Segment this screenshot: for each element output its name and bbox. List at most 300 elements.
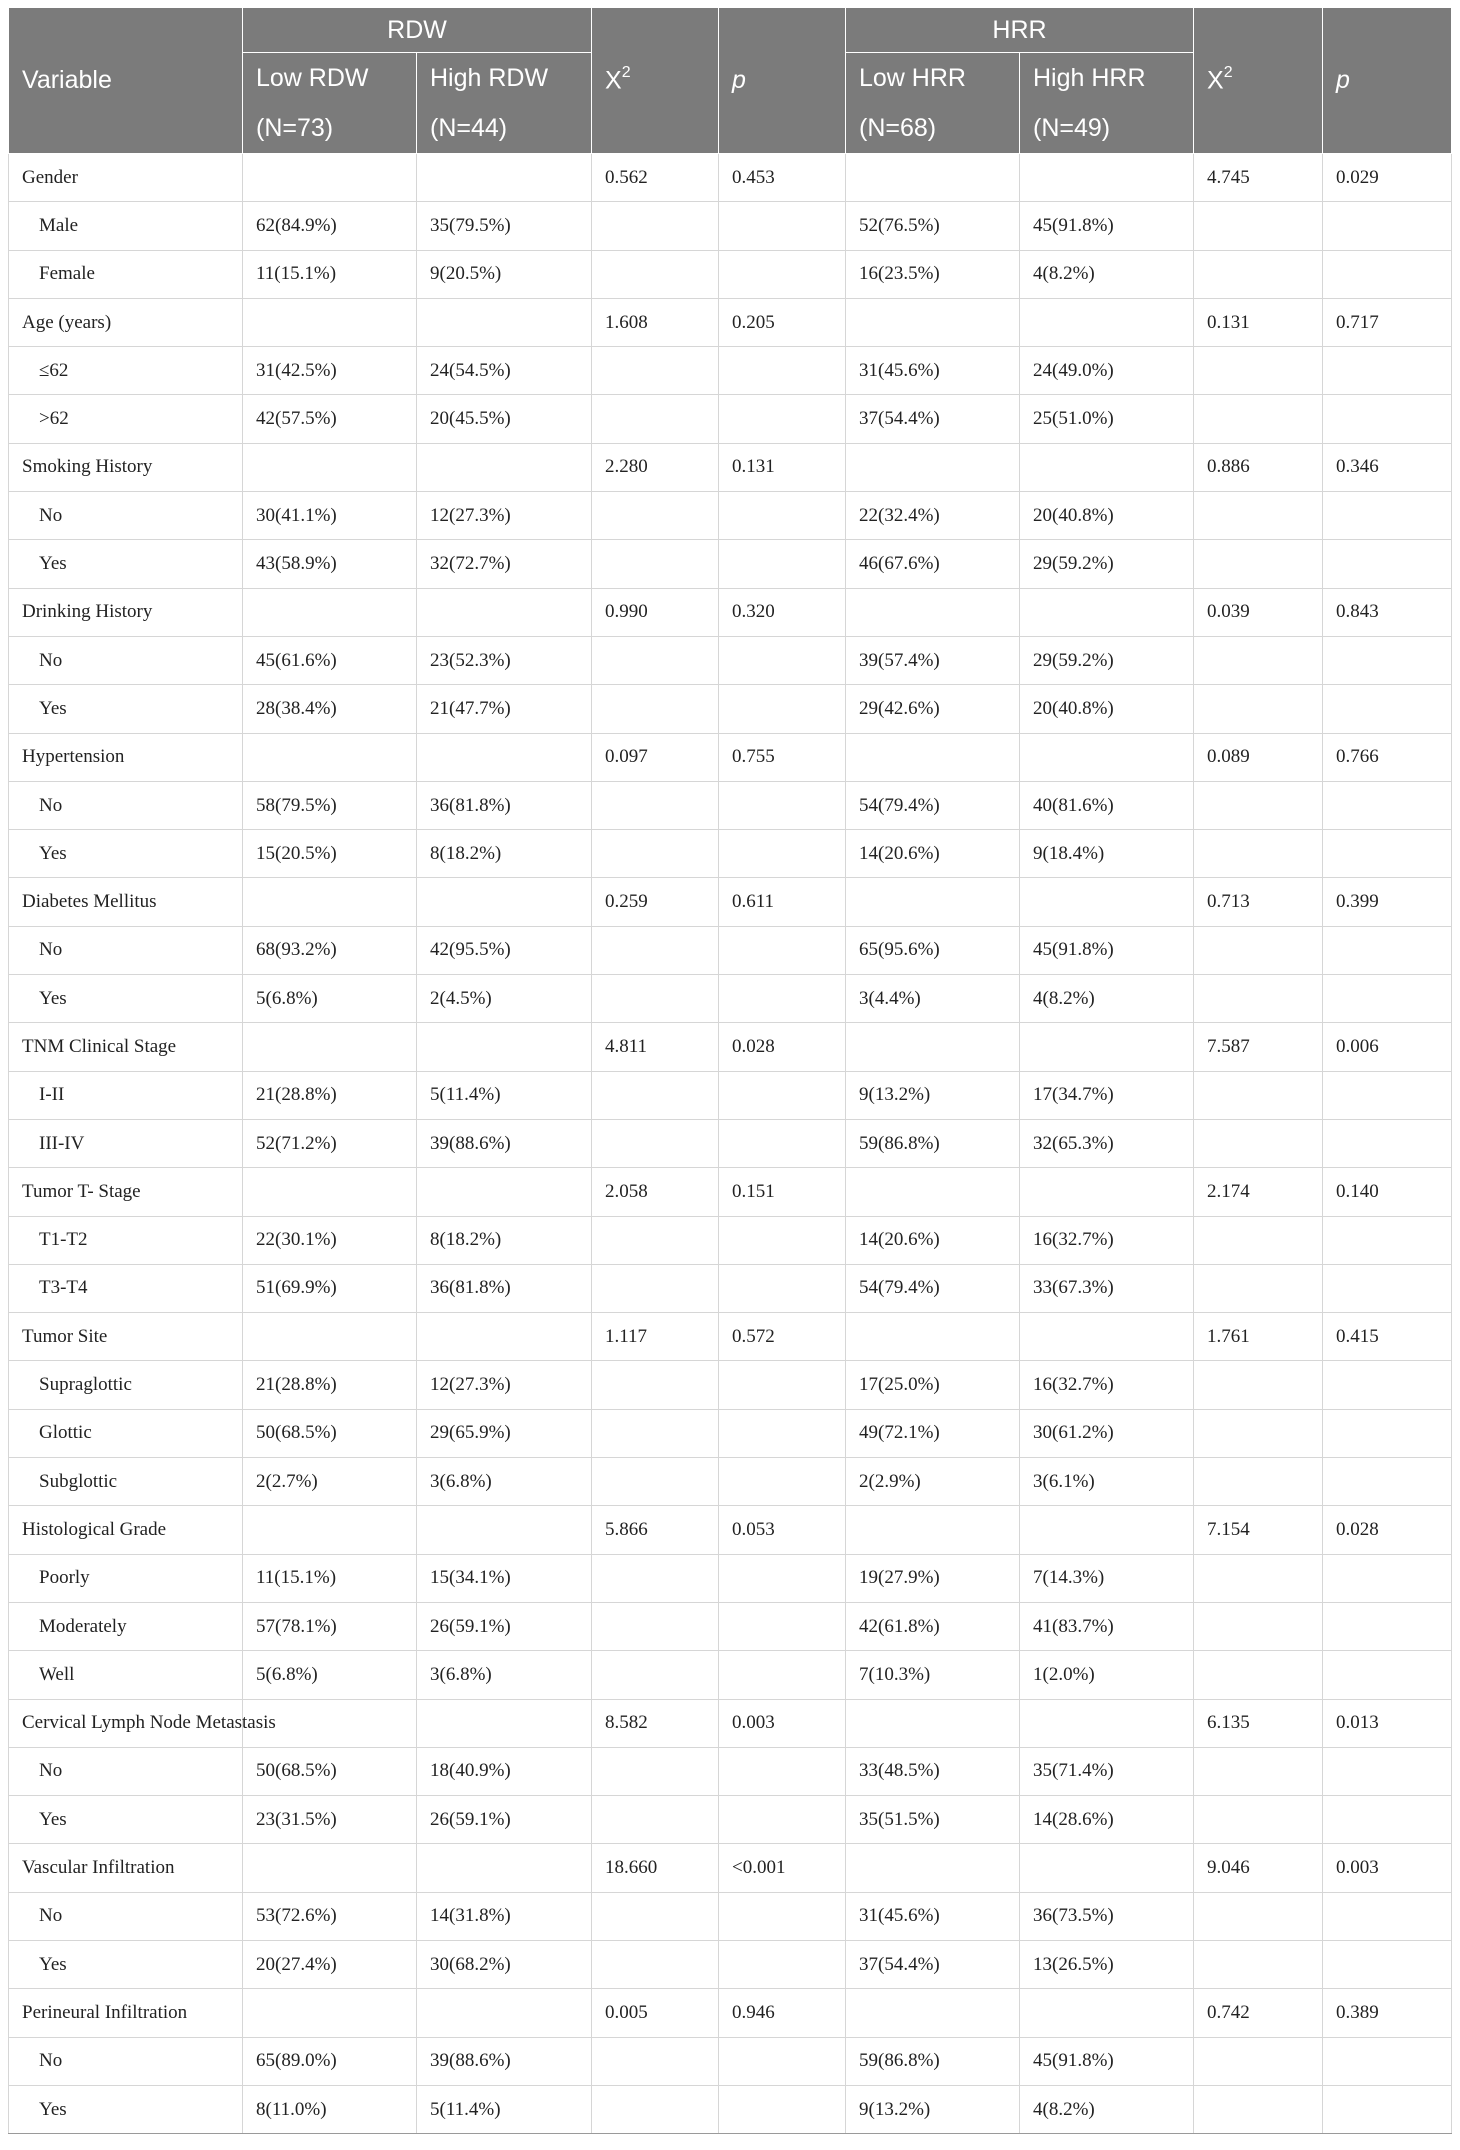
table-row xyxy=(9,1699,1452,1747)
low-hrr-cell xyxy=(846,878,1020,926)
low-rdw-cell: 45(61.6%) xyxy=(243,636,417,684)
table-subrow xyxy=(9,2085,1452,2133)
high-hrr-cell: 16(32.7%) xyxy=(1020,1361,1194,1409)
high-hrr-cell: 33(67.3%) xyxy=(1020,1264,1194,1312)
low-rdw-cell xyxy=(243,1023,417,1071)
hrr-p-cell: 0.029 xyxy=(1323,154,1452,202)
rdw-chi-square-cell xyxy=(592,2085,719,2133)
rdw-p-cell xyxy=(719,250,846,298)
variable-cell: Age (years) xyxy=(9,298,243,346)
hrr-chi-square-cell: 0.713 xyxy=(1194,878,1323,926)
variable-cell: T1-T2 xyxy=(9,1216,243,1264)
low-hrr-cell: 9(13.2%) xyxy=(846,2085,1020,2133)
rdw-p-cell xyxy=(719,395,846,443)
variable-cell: Vascular Infiltration xyxy=(9,1844,243,1892)
low-hrr-cell xyxy=(846,1844,1020,1892)
rdw-chi-square-cell xyxy=(592,1554,719,1602)
low-rdw-cell: 8(11.0%) xyxy=(243,2085,417,2133)
low-hrr-cell xyxy=(846,1506,1020,1554)
table-subrow xyxy=(9,250,1452,298)
rdw-chi-square-cell xyxy=(592,781,719,829)
low-hrr-cell xyxy=(846,298,1020,346)
rdw-p-cell: 0.151 xyxy=(719,1168,846,1216)
rdw-p-cell: 0.611 xyxy=(719,878,846,926)
high-rdw-cell: 35(79.5%) xyxy=(417,202,592,250)
hrr-chi-square-cell xyxy=(1194,1216,1323,1264)
rdw-p-cell xyxy=(719,1940,846,1988)
low-hrr-cell: 14(20.6%) xyxy=(846,830,1020,878)
hrr-chi-square-cell: 7.587 xyxy=(1194,1023,1323,1071)
high-hrr-cell: 25(51.0%) xyxy=(1020,395,1194,443)
variable-cell: ≤62 xyxy=(9,347,243,395)
rdw-chi-square-cell xyxy=(592,685,719,733)
hrr-chi-square-cell xyxy=(1194,1361,1323,1409)
low-rdw-cell: 57(78.1%) xyxy=(243,1602,417,1650)
low-rdw-cell: 21(28.8%) xyxy=(243,1071,417,1119)
rdw-chi-square-cell xyxy=(592,1747,719,1795)
table-subrow xyxy=(9,1458,1452,1506)
variable-cell: Yes xyxy=(9,685,243,733)
high-hrr-cell: 3(6.1%) xyxy=(1020,1458,1194,1506)
high-rdw-cell xyxy=(417,1699,592,1747)
high-rdw-cell: 8(18.2%) xyxy=(417,830,592,878)
table-row xyxy=(9,1313,1452,1361)
rdw-p-cell: 0.131 xyxy=(719,443,846,491)
hrr-p-cell: 0.028 xyxy=(1323,1506,1452,1554)
hrr-chi-square-cell xyxy=(1194,1409,1323,1457)
low-rdw-cell: 28(38.4%) xyxy=(243,685,417,733)
hrr-p-cell: 0.006 xyxy=(1323,1023,1452,1071)
hrr-p-cell xyxy=(1323,1554,1452,1602)
hrr-chi-square-cell xyxy=(1194,1458,1323,1506)
high-hrr-cell xyxy=(1020,1168,1194,1216)
low-hrr-cell xyxy=(846,1168,1020,1216)
hrr-p-cell xyxy=(1323,1119,1452,1167)
low-hrr-cell xyxy=(846,1023,1020,1071)
variable-cell: No xyxy=(9,636,243,684)
low-hrr-cell: 16(23.5%) xyxy=(846,250,1020,298)
table-row xyxy=(9,298,1452,346)
rdw-chi-square-cell: 0.097 xyxy=(592,733,719,781)
low-hrr-cell xyxy=(846,154,1020,202)
high-rdw-cell xyxy=(417,154,592,202)
variable-cell: Yes xyxy=(9,975,243,1023)
low-rdw-cell: 22(30.1%) xyxy=(243,1216,417,1264)
rdw-p-cell: 0.028 xyxy=(719,1023,846,1071)
low-rdw-cell xyxy=(243,298,417,346)
variable-cell: Perineural Infiltration xyxy=(9,1989,243,2037)
high-hrr-cell: 30(61.2%) xyxy=(1020,1409,1194,1457)
high-hrr-cell: 4(8.2%) xyxy=(1020,975,1194,1023)
variable-cell: Poorly xyxy=(9,1554,243,1602)
high-hrr-cell xyxy=(1020,878,1194,926)
low-rdw-cell: 2(2.7%) xyxy=(243,1458,417,1506)
table-subrow xyxy=(9,975,1452,1023)
variable-cell: >62 xyxy=(9,395,243,443)
low-hrr-cell: 33(48.5%) xyxy=(846,1747,1020,1795)
rdw-p-cell xyxy=(719,540,846,588)
high-hrr-cell: 9(18.4%) xyxy=(1020,830,1194,878)
rdw-chi-square-cell: 2.280 xyxy=(592,443,719,491)
low-hrr-cell: 37(54.4%) xyxy=(846,395,1020,443)
high-rdw-cell xyxy=(417,443,592,491)
hrr-p-cell: 0.003 xyxy=(1323,1844,1452,1892)
table-subrow xyxy=(9,347,1452,395)
variable-cell: No xyxy=(9,781,243,829)
rdw-chi-square-cell xyxy=(592,1651,719,1699)
variable-cell: Hypertension xyxy=(9,733,243,781)
data-table xyxy=(8,7,1452,2134)
low-rdw-cell: 51(69.9%) xyxy=(243,1264,417,1312)
high-hrr-cell: 1(2.0%) xyxy=(1020,1651,1194,1699)
table-subrow xyxy=(9,1264,1452,1312)
rdw-p-cell xyxy=(719,2037,846,2085)
rdw-chi-square-cell: 5.866 xyxy=(592,1506,719,1554)
variable-cell: No xyxy=(9,492,243,540)
table-row xyxy=(9,443,1452,491)
header-high-hrr-n: (N=49) xyxy=(1020,103,1194,154)
table-header xyxy=(9,8,1452,154)
high-hrr-cell xyxy=(1020,154,1194,202)
hrr-p-cell xyxy=(1323,492,1452,540)
low-rdw-cell: 62(84.9%) xyxy=(243,202,417,250)
hrr-chi-square-cell xyxy=(1194,1554,1323,1602)
rdw-chi-square-cell xyxy=(592,492,719,540)
hrr-chi-square-cell xyxy=(1194,1119,1323,1167)
hrr-p-cell: 0.013 xyxy=(1323,1699,1452,1747)
high-rdw-cell: 36(81.8%) xyxy=(417,781,592,829)
variable-cell: No xyxy=(9,1892,243,1940)
rdw-p-cell xyxy=(719,685,846,733)
low-hrr-cell: 49(72.1%) xyxy=(846,1409,1020,1457)
hrr-p-cell xyxy=(1323,636,1452,684)
low-rdw-cell xyxy=(243,443,417,491)
high-hrr-cell: 45(91.8%) xyxy=(1020,926,1194,974)
low-hrr-cell: 29(42.6%) xyxy=(846,685,1020,733)
rdw-p-cell: 0.453 xyxy=(719,154,846,202)
low-rdw-cell: 11(15.1%) xyxy=(243,1554,417,1602)
variable-cell: Female xyxy=(9,250,243,298)
hrr-chi-square-cell: 0.039 xyxy=(1194,588,1323,636)
high-hrr-cell: 40(81.6%) xyxy=(1020,781,1194,829)
rdw-p-cell xyxy=(719,636,846,684)
rdw-chi-square-cell xyxy=(592,975,719,1023)
hrr-chi-square-cell: 0.131 xyxy=(1194,298,1323,346)
high-rdw-cell: 5(11.4%) xyxy=(417,2085,592,2133)
variable-cell: I-II xyxy=(9,1071,243,1119)
rdw-chi-square-cell xyxy=(592,636,719,684)
high-rdw-cell xyxy=(417,1023,592,1071)
hrr-chi-square-cell xyxy=(1194,347,1323,395)
hrr-p-cell xyxy=(1323,975,1452,1023)
rdw-p-cell xyxy=(719,1216,846,1264)
low-rdw-cell xyxy=(243,1989,417,2037)
low-rdw-cell xyxy=(243,588,417,636)
hrr-chi-square-cell xyxy=(1194,2085,1323,2133)
hrr-chi-square-cell xyxy=(1194,1071,1323,1119)
high-rdw-cell: 15(34.1%) xyxy=(417,1554,592,1602)
high-hrr-cell: 29(59.2%) xyxy=(1020,636,1194,684)
hrr-p-cell: 0.766 xyxy=(1323,733,1452,781)
hrr-p-cell: 0.140 xyxy=(1323,1168,1452,1216)
table-subrow xyxy=(9,202,1452,250)
variable-cell: Yes xyxy=(9,540,243,588)
header-low-rdw-n: (N=73) xyxy=(243,103,417,154)
high-hrr-cell: 16(32.7%) xyxy=(1020,1216,1194,1264)
low-hrr-cell: 54(79.4%) xyxy=(846,781,1020,829)
high-hrr-cell: 29(59.2%) xyxy=(1020,540,1194,588)
table-subrow xyxy=(9,685,1452,733)
table-subrow xyxy=(9,830,1452,878)
table-row xyxy=(9,1844,1452,1892)
variable-cell: Yes xyxy=(9,2085,243,2133)
rdw-chi-square-cell xyxy=(592,1264,719,1312)
low-rdw-cell: 68(93.2%) xyxy=(243,926,417,974)
hrr-p-cell xyxy=(1323,2037,1452,2085)
high-hrr-cell xyxy=(1020,588,1194,636)
hrr-p-cell: 0.346 xyxy=(1323,443,1452,491)
hrr-p-cell: 0.389 xyxy=(1323,1989,1452,2037)
low-rdw-cell: 42(57.5%) xyxy=(243,395,417,443)
hrr-chi-square-cell: 1.761 xyxy=(1194,1313,1323,1361)
low-hrr-cell: 9(13.2%) xyxy=(846,1071,1020,1119)
low-hrr-cell: 42(61.8%) xyxy=(846,1602,1020,1650)
high-rdw-cell xyxy=(417,878,592,926)
low-rdw-cell: 20(27.4%) xyxy=(243,1940,417,1988)
rdw-chi-square-cell: 18.660 xyxy=(592,1844,719,1892)
hrr-p-cell xyxy=(1323,926,1452,974)
high-hrr-cell xyxy=(1020,1844,1194,1892)
rdw-chi-square-cell xyxy=(592,1458,719,1506)
high-rdw-cell: 29(65.9%) xyxy=(417,1409,592,1457)
low-hrr-cell: 19(27.9%) xyxy=(846,1554,1020,1602)
header-hrr-chi-square: $X^2$ xyxy=(1194,8,1323,154)
rdw-chi-square-cell xyxy=(592,926,719,974)
hrr-chi-square-cell: 7.154 xyxy=(1194,1506,1323,1554)
rdw-p-cell xyxy=(719,202,846,250)
hrr-chi-square-cell xyxy=(1194,926,1323,974)
low-hrr-cell: 54(79.4%) xyxy=(846,1264,1020,1312)
high-rdw-cell xyxy=(417,1506,592,1554)
hrr-chi-square-cell xyxy=(1194,781,1323,829)
rdw-p-cell: 0.572 xyxy=(719,1313,846,1361)
hrr-p-cell xyxy=(1323,1216,1452,1264)
rdw-chi-square-cell xyxy=(592,347,719,395)
rdw-chi-square-cell xyxy=(592,1119,719,1167)
variable-cell: Male xyxy=(9,202,243,250)
variable-cell: Yes xyxy=(9,1796,243,1844)
low-rdw-cell: 21(28.8%) xyxy=(243,1361,417,1409)
rdw-p-cell xyxy=(719,1361,846,1409)
high-rdw-cell xyxy=(417,588,592,636)
high-rdw-cell: 26(59.1%) xyxy=(417,1602,592,1650)
rdw-chi-square-cell: 2.058 xyxy=(592,1168,719,1216)
high-hrr-cell xyxy=(1020,1699,1194,1747)
header-high-rdw: High RDW xyxy=(417,53,592,104)
hrr-chi-square-cell: 0.886 xyxy=(1194,443,1323,491)
low-hrr-cell xyxy=(846,1313,1020,1361)
high-rdw-cell: 36(81.8%) xyxy=(417,1264,592,1312)
rdw-chi-square-cell xyxy=(592,1940,719,1988)
rdw-p-cell xyxy=(719,781,846,829)
high-hrr-cell: 36(73.5%) xyxy=(1020,1892,1194,1940)
high-rdw-cell: 14(31.8%) xyxy=(417,1892,592,1940)
table-subrow xyxy=(9,926,1452,974)
hrr-p-cell xyxy=(1323,1892,1452,1940)
high-hrr-cell: 14(28.6%) xyxy=(1020,1796,1194,1844)
low-rdw-cell: 43(58.9%) xyxy=(243,540,417,588)
high-hrr-cell xyxy=(1020,733,1194,781)
header-high-hrr: High HRR xyxy=(1020,53,1194,104)
table-row xyxy=(9,733,1452,781)
hrr-chi-square-cell xyxy=(1194,975,1323,1023)
high-rdw-cell: 24(54.5%) xyxy=(417,347,592,395)
hrr-p-cell xyxy=(1323,1458,1452,1506)
hrr-chi-square-cell xyxy=(1194,1602,1323,1650)
hrr-p-cell xyxy=(1323,1264,1452,1312)
rdw-chi-square-cell xyxy=(592,830,719,878)
variable-cell: Histological Grade xyxy=(9,1506,243,1554)
rdw-chi-square-cell: 0.005 xyxy=(592,1989,719,2037)
variable-cell: Smoking History xyxy=(9,443,243,491)
hrr-chi-square-cell xyxy=(1194,395,1323,443)
low-rdw-cell: 52(71.2%) xyxy=(243,1119,417,1167)
table-subrow xyxy=(9,781,1452,829)
variable-cell: No xyxy=(9,926,243,974)
rdw-p-cell xyxy=(719,1796,846,1844)
high-hrr-cell xyxy=(1020,1313,1194,1361)
low-hrr-cell: 31(45.6%) xyxy=(846,347,1020,395)
header-rdw-chi-square: $X^2$ xyxy=(592,8,719,154)
hrr-chi-square-cell xyxy=(1194,202,1323,250)
low-hrr-cell: 2(2.9%) xyxy=(846,1458,1020,1506)
high-rdw-cell: 32(72.7%) xyxy=(417,540,592,588)
high-hrr-cell: 13(26.5%) xyxy=(1020,1940,1194,1988)
hrr-p-cell: 0.415 xyxy=(1323,1313,1452,1361)
high-rdw-cell: 39(88.6%) xyxy=(417,2037,592,2085)
hrr-p-cell xyxy=(1323,1651,1452,1699)
table-subrow xyxy=(9,1216,1452,1264)
high-hrr-cell xyxy=(1020,1989,1194,2037)
hrr-p-cell xyxy=(1323,395,1452,443)
rdw-chi-square-cell xyxy=(592,1409,719,1457)
low-rdw-cell xyxy=(243,878,417,926)
hrr-chi-square-cell xyxy=(1194,830,1323,878)
rdw-chi-square-cell: 8.582 xyxy=(592,1699,719,1747)
rdw-chi-square-cell xyxy=(592,1602,719,1650)
rdw-p-cell: <0.001 xyxy=(719,1844,846,1892)
hrr-p-cell xyxy=(1323,1602,1452,1650)
low-hrr-cell: 59(86.8%) xyxy=(846,1119,1020,1167)
rdw-p-cell xyxy=(719,1409,846,1457)
variable-cell: No xyxy=(9,2037,243,2085)
low-hrr-cell: 65(95.6%) xyxy=(846,926,1020,974)
low-rdw-cell: 50(68.5%) xyxy=(243,1747,417,1795)
variable-cell: Supraglottic xyxy=(9,1361,243,1409)
low-hrr-cell: 35(51.5%) xyxy=(846,1796,1020,1844)
high-hrr-cell: 7(14.3%) xyxy=(1020,1554,1194,1602)
hrr-chi-square-cell xyxy=(1194,685,1323,733)
hrr-p-cell xyxy=(1323,830,1452,878)
high-hrr-cell: 17(34.7%) xyxy=(1020,1071,1194,1119)
high-hrr-cell: 41(83.7%) xyxy=(1020,1602,1194,1650)
hrr-p-cell xyxy=(1323,1071,1452,1119)
high-hrr-cell: 45(91.8%) xyxy=(1020,202,1194,250)
rdw-p-cell xyxy=(719,975,846,1023)
high-hrr-cell xyxy=(1020,1023,1194,1071)
high-hrr-cell: 4(8.2%) xyxy=(1020,250,1194,298)
rdw-chi-square-cell: 0.990 xyxy=(592,588,719,636)
hrr-chi-square-cell xyxy=(1194,636,1323,684)
table-subrow xyxy=(9,1071,1452,1119)
hrr-p-cell xyxy=(1323,2085,1452,2133)
high-hrr-cell: 4(8.2%) xyxy=(1020,2085,1194,2133)
rdw-p-cell: 0.003 xyxy=(719,1699,846,1747)
rdw-p-cell xyxy=(719,1554,846,1602)
variable-cell: Cervical Lymph Node Metastasis xyxy=(9,1699,243,1747)
rdw-p-cell xyxy=(719,1119,846,1167)
variable-cell: Yes xyxy=(9,1940,243,1988)
low-rdw-cell xyxy=(243,154,417,202)
low-rdw-cell xyxy=(243,1168,417,1216)
hrr-p-cell xyxy=(1323,1361,1452,1409)
variable-cell: Subglottic xyxy=(9,1458,243,1506)
hrr-chi-square-cell xyxy=(1194,2037,1323,2085)
high-rdw-cell: 12(27.3%) xyxy=(417,492,592,540)
rdw-chi-square-cell xyxy=(592,395,719,443)
table-subrow xyxy=(9,1602,1452,1650)
header-hrr-p: p xyxy=(1323,8,1452,154)
low-hrr-cell: 7(10.3%) xyxy=(846,1651,1020,1699)
rdw-p-cell xyxy=(719,1264,846,1312)
hrr-p-cell xyxy=(1323,1940,1452,1988)
table-subrow xyxy=(9,1747,1452,1795)
high-rdw-cell xyxy=(417,298,592,346)
rdw-chi-square-cell xyxy=(592,250,719,298)
rdw-p-cell xyxy=(719,1071,846,1119)
low-hrr-cell xyxy=(846,733,1020,781)
high-rdw-cell: 23(52.3%) xyxy=(417,636,592,684)
high-rdw-cell: 39(88.6%) xyxy=(417,1119,592,1167)
hrr-chi-square-cell: 4.745 xyxy=(1194,154,1323,202)
low-hrr-cell: 14(20.6%) xyxy=(846,1216,1020,1264)
low-rdw-cell: 11(15.1%) xyxy=(243,250,417,298)
high-hrr-cell xyxy=(1020,1506,1194,1554)
hrr-chi-square-cell xyxy=(1194,1796,1323,1844)
rdw-chi-square-cell xyxy=(592,1071,719,1119)
table-subrow xyxy=(9,2037,1452,2085)
rdw-chi-square-cell: 1.117 xyxy=(592,1313,719,1361)
header-low-rdw: Low RDW xyxy=(243,53,417,104)
table-row xyxy=(9,588,1452,636)
high-rdw-cell: 12(27.3%) xyxy=(417,1361,592,1409)
rdw-chi-square-cell xyxy=(592,1796,719,1844)
low-hrr-cell xyxy=(846,588,1020,636)
high-rdw-cell xyxy=(417,1844,592,1892)
high-hrr-cell: 20(40.8%) xyxy=(1020,492,1194,540)
hrr-chi-square-cell xyxy=(1194,250,1323,298)
high-rdw-cell: 8(18.2%) xyxy=(417,1216,592,1264)
low-hrr-cell: 22(32.4%) xyxy=(846,492,1020,540)
low-hrr-cell: 59(86.8%) xyxy=(846,2037,1020,2085)
header-high-rdw-n: (N=44) xyxy=(417,103,592,154)
high-rdw-cell: 2(4.5%) xyxy=(417,975,592,1023)
hrr-p-cell xyxy=(1323,1747,1452,1795)
variable-cell: III-IV xyxy=(9,1119,243,1167)
table-row xyxy=(9,1023,1452,1071)
hrr-chi-square-cell: 6.135 xyxy=(1194,1699,1323,1747)
variable-cell: TNM Clinical Stage xyxy=(9,1023,243,1071)
